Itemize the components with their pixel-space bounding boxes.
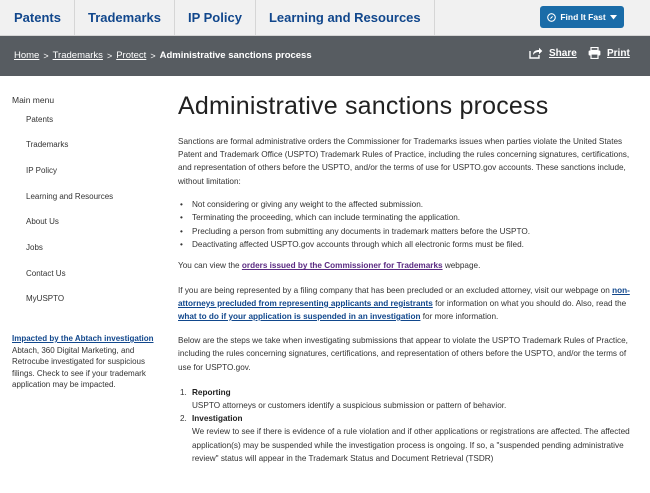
compass-icon — [547, 13, 556, 22]
steps-list — [178, 386, 640, 465]
chevron-right-icon: > — [150, 50, 156, 61]
step-title: Reporting — [192, 387, 231, 397]
printer-icon — [588, 47, 601, 59]
find-it-fast-button[interactable] — [540, 6, 624, 28]
sidebar-item-about-us[interactable]: About Us — [26, 217, 59, 226]
breadcrumb-trademarks[interactable]: Trademarks — [52, 50, 103, 61]
step-text: USPTO attorneys or customers identify a suspicious submission or pattern of behavior. — [192, 401, 507, 411]
list-item: • Precluding a person from submitting any documents in trademark matters before the USPTO. — [178, 225, 640, 238]
suspended-application-link[interactable]: what to do if your application is suspended in an investigation — [178, 312, 421, 322]
sidebar-item-trademarks[interactable]: Trademarks — [26, 140, 69, 149]
precluded-representatives-link[interactable]: non-attorneys precluded from representing applicants and registrants — [178, 285, 630, 308]
top-nav — [0, 0, 650, 36]
step-item — [178, 412, 640, 465]
abtach-investigation-link[interactable]: Impacted by the Abtach investigation — [12, 334, 154, 343]
main-content — [178, 92, 640, 465]
list-item: • Deactivating affected USPTO.gov accounts through which all electronic forms must be filed. — [178, 238, 640, 251]
print-button[interactable] — [588, 47, 630, 59]
tab-patents[interactable]: Patents — [0, 0, 75, 36]
sanctions-list — [178, 198, 640, 252]
share-button[interactable] — [529, 47, 577, 59]
rep-text-3: for more information. — [420, 312, 499, 322]
orders-paragraph — [178, 259, 640, 272]
share-icon — [529, 47, 543, 59]
tab-ip-policy[interactable]: IP Policy — [175, 0, 256, 36]
page-title: Administrative sanctions process — [178, 92, 549, 120]
abtach-notice-text: Abtach, 360 Digital Marketing, and Retrocube investigated for suspicious filings. Check to see if your trademark application may be impacted. — [12, 345, 146, 389]
chevron-right-icon: > — [43, 50, 49, 61]
sidebar-item-jobs[interactable]: Jobs — [26, 243, 43, 252]
orders-text-pre: You can view the — [178, 261, 242, 271]
tab-trademarks[interactable]: Trademarks — [75, 0, 175, 36]
intro-paragraph: Sanctions are formal administrative orders the Commissioner for Trademarks issues when parties violate the United States Patent and Trademark Office (USPTO) Trademark Rules of Practice, including the rules concerning signatures, certifications, and representation of others before the USPTO, and/or the terms of use for USPTO.gov accounts. These sanctions include, without limitation: — [178, 137, 630, 186]
primary-tabs — [0, 0, 435, 36]
steps-intro-paragraph: Below are the steps we take when investigating submissions that appear to violate the USPTO Trademark Rules of Practice, including the rules concerning signatures, certifications, and representation of others before the USPTO, and/or the terms of use for USPTO.gov. — [178, 336, 628, 372]
sidebar — [12, 95, 152, 105]
chevron-right-icon: > — [106, 50, 113, 61]
list-item: • Terminating the proceeding, which can include terminating the application. — [178, 211, 640, 224]
step-item — [178, 386, 640, 412]
step-number: 2. — [180, 414, 187, 424]
representation-paragraph — [178, 284, 640, 324]
print-label: Print — [607, 47, 630, 59]
breadcrumb-bar — [0, 36, 650, 76]
share-label: Share — [549, 47, 577, 59]
step-text: We review to see if there is evidence of a rule violation and if other applications or registrations are affected. The affected application(s) may be suspended while the investigation process is ongoing. If so, a "suspended pending administrative review" status will appear in the Trademark Status and Document Retrieval (TSDR) — [192, 427, 630, 463]
breadcrumb-current: Administrative sanctions process — [159, 50, 312, 61]
orders-link[interactable]: orders issued by the Commissioner for Trademarks — [241, 261, 443, 271]
breadcrumb — [14, 50, 312, 61]
breadcrumb-protect[interactable]: Protect — [116, 50, 147, 61]
sidebar-item-contact-us[interactable]: Contact Us — [26, 269, 66, 278]
sidebar-item-patents[interactable]: Patents — [26, 115, 54, 124]
find-it-fast-label: Find It Fast — [560, 12, 606, 22]
sidebar-item-ip-policy[interactable]: IP Policy — [26, 166, 57, 175]
tab-learning-resources[interactable]: Learning and Resources — [256, 0, 435, 36]
rep-text-1: If you are being represented by a filing company that has been precluded or an excluded attorney, visit our webpage on — [178, 285, 613, 295]
breadcrumb-home[interactable]: Home — [14, 50, 40, 61]
caret-down-icon — [610, 15, 617, 20]
orders-text-post: webpage. — [442, 261, 481, 271]
step-title: Investigation — [192, 414, 243, 424]
sidebar-item-myuspto[interactable]: MyUSPTO — [26, 294, 65, 303]
sidebar-notice — [12, 333, 154, 391]
list-item: • Not considering or giving any weight to the affected submission. — [178, 198, 640, 211]
step-number: 1. — [180, 387, 187, 397]
main-menu-title: Main menu — [12, 95, 55, 105]
rep-text-2: for information on what you should do. Also, read the — [432, 298, 627, 308]
sidebar-item-learning-resources[interactable]: Learning and Resources — [26, 192, 114, 201]
